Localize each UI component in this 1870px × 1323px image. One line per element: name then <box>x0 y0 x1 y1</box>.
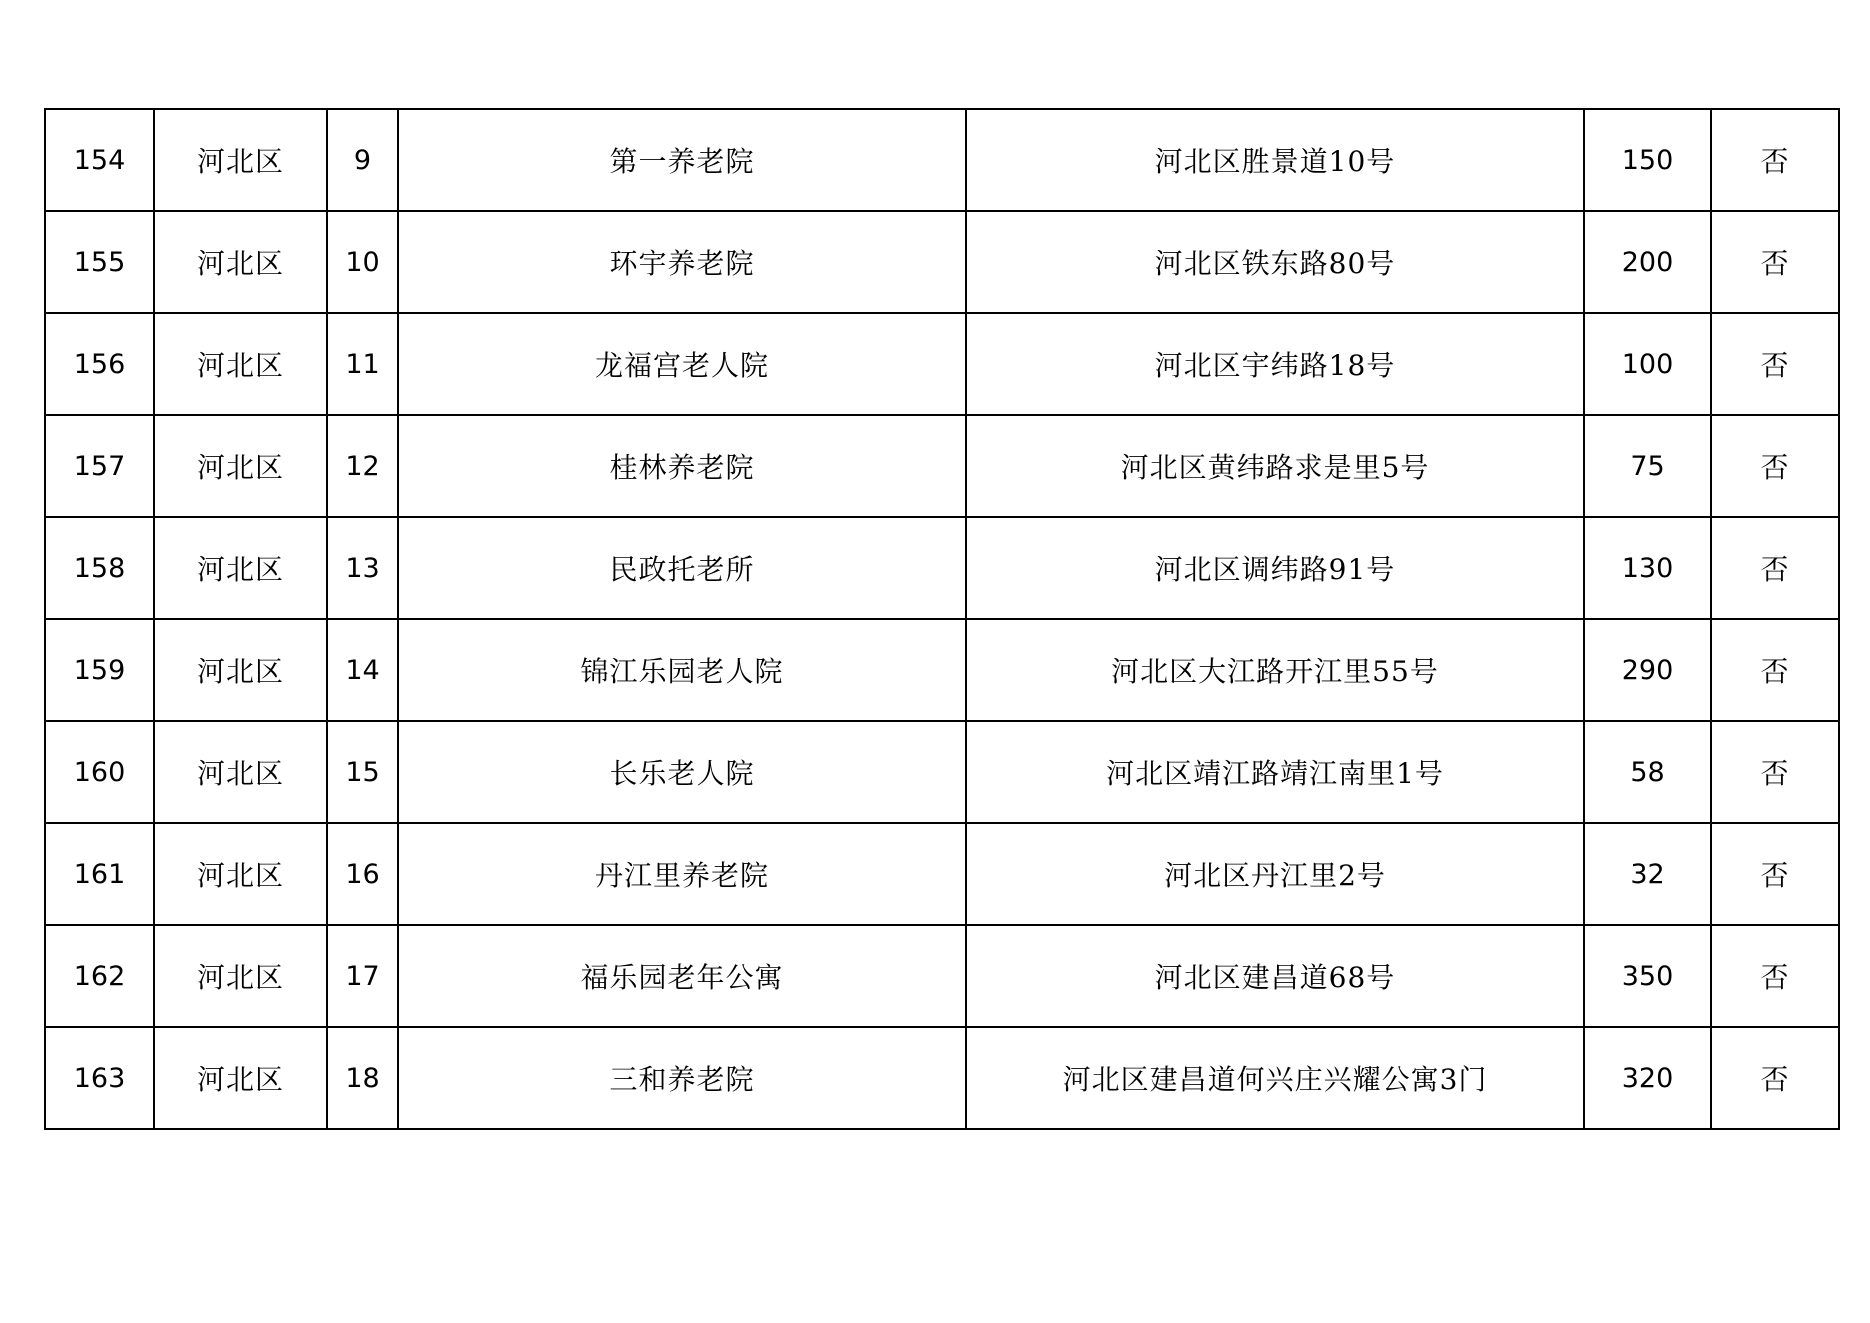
sub-number-cell: 9 <box>327 109 398 211</box>
sub-number-cell: 11 <box>327 313 398 415</box>
table-row <box>45 721 1839 823</box>
bed-count-cell: 130 <box>1584 517 1711 619</box>
sub-number-cell: 17 <box>327 925 398 1027</box>
status-cell: 否 <box>1711 313 1839 415</box>
address-cell: 河北区黄纬路求是里5号 <box>966 415 1584 517</box>
table-row <box>45 415 1839 517</box>
district-cell: 河北区 <box>154 211 327 313</box>
row-index-cell: 159 <box>45 619 154 721</box>
row-index-cell: 161 <box>45 823 154 925</box>
address-cell: 河北区大江路开江里55号 <box>966 619 1584 721</box>
address-cell: 河北区铁东路80号 <box>966 211 1584 313</box>
address-cell: 河北区建昌道68号 <box>966 925 1584 1027</box>
institution-name-cell: 龙福宫老人院 <box>398 313 966 415</box>
row-index-cell: 155 <box>45 211 154 313</box>
district-cell: 河北区 <box>154 925 327 1027</box>
institution-name-cell: 三和养老院 <box>398 1027 966 1129</box>
address-cell: 河北区靖江路靖江南里1号 <box>966 721 1584 823</box>
row-index-cell: 154 <box>45 109 154 211</box>
bed-count-cell: 100 <box>1584 313 1711 415</box>
district-cell: 河北区 <box>154 823 327 925</box>
district-cell: 河北区 <box>154 1027 327 1129</box>
table-row <box>45 517 1839 619</box>
status-cell: 否 <box>1711 109 1839 211</box>
row-index-cell: 162 <box>45 925 154 1027</box>
address-cell: 河北区宇纬路18号 <box>966 313 1584 415</box>
sub-number-cell: 18 <box>327 1027 398 1129</box>
bed-count-cell: 75 <box>1584 415 1711 517</box>
table-row <box>45 1027 1839 1129</box>
bed-count-cell: 150 <box>1584 109 1711 211</box>
address-cell: 河北区调纬路91号 <box>966 517 1584 619</box>
bed-count-cell: 350 <box>1584 925 1711 1027</box>
row-index-cell: 158 <box>45 517 154 619</box>
institution-name-cell: 桂林养老院 <box>398 415 966 517</box>
district-cell: 河北区 <box>154 109 327 211</box>
row-index-cell: 157 <box>45 415 154 517</box>
institution-name-cell: 第一养老院 <box>398 109 966 211</box>
sub-number-cell: 16 <box>327 823 398 925</box>
address-cell: 河北区丹江里2号 <box>966 823 1584 925</box>
institution-name-cell: 锦江乐园老人院 <box>398 619 966 721</box>
nursing-home-table <box>44 108 1840 1130</box>
institution-name-cell: 福乐园老年公寓 <box>398 925 966 1027</box>
status-cell: 否 <box>1711 1027 1839 1129</box>
bed-count-cell: 32 <box>1584 823 1711 925</box>
row-index-cell: 156 <box>45 313 154 415</box>
table-body <box>45 109 1839 1129</box>
address-cell: 河北区建昌道何兴庄兴耀公寓3门 <box>966 1027 1584 1129</box>
status-cell: 否 <box>1711 925 1839 1027</box>
table-row <box>45 925 1839 1027</box>
status-cell: 否 <box>1711 823 1839 925</box>
district-cell: 河北区 <box>154 415 327 517</box>
table-row <box>45 823 1839 925</box>
status-cell: 否 <box>1711 721 1839 823</box>
status-cell: 否 <box>1711 619 1839 721</box>
sub-number-cell: 15 <box>327 721 398 823</box>
district-cell: 河北区 <box>154 313 327 415</box>
bed-count-cell: 290 <box>1584 619 1711 721</box>
sub-number-cell: 12 <box>327 415 398 517</box>
table-row <box>45 109 1839 211</box>
table-row <box>45 619 1839 721</box>
district-cell: 河北区 <box>154 619 327 721</box>
bed-count-cell: 58 <box>1584 721 1711 823</box>
sub-number-cell: 13 <box>327 517 398 619</box>
status-cell: 否 <box>1711 415 1839 517</box>
table-row <box>45 313 1839 415</box>
district-cell: 河北区 <box>154 721 327 823</box>
institution-name-cell: 环宇养老院 <box>398 211 966 313</box>
district-cell: 河北区 <box>154 517 327 619</box>
address-cell: 河北区胜景道10号 <box>966 109 1584 211</box>
status-cell: 否 <box>1711 211 1839 313</box>
institution-name-cell: 丹江里养老院 <box>398 823 966 925</box>
institution-name-cell: 长乐老人院 <box>398 721 966 823</box>
bed-count-cell: 200 <box>1584 211 1711 313</box>
sub-number-cell: 10 <box>327 211 398 313</box>
bed-count-cell: 320 <box>1584 1027 1711 1129</box>
institution-name-cell: 民政托老所 <box>398 517 966 619</box>
table-row <box>45 211 1839 313</box>
status-cell: 否 <box>1711 517 1839 619</box>
row-index-cell: 160 <box>45 721 154 823</box>
row-index-cell: 163 <box>45 1027 154 1129</box>
sub-number-cell: 14 <box>327 619 398 721</box>
